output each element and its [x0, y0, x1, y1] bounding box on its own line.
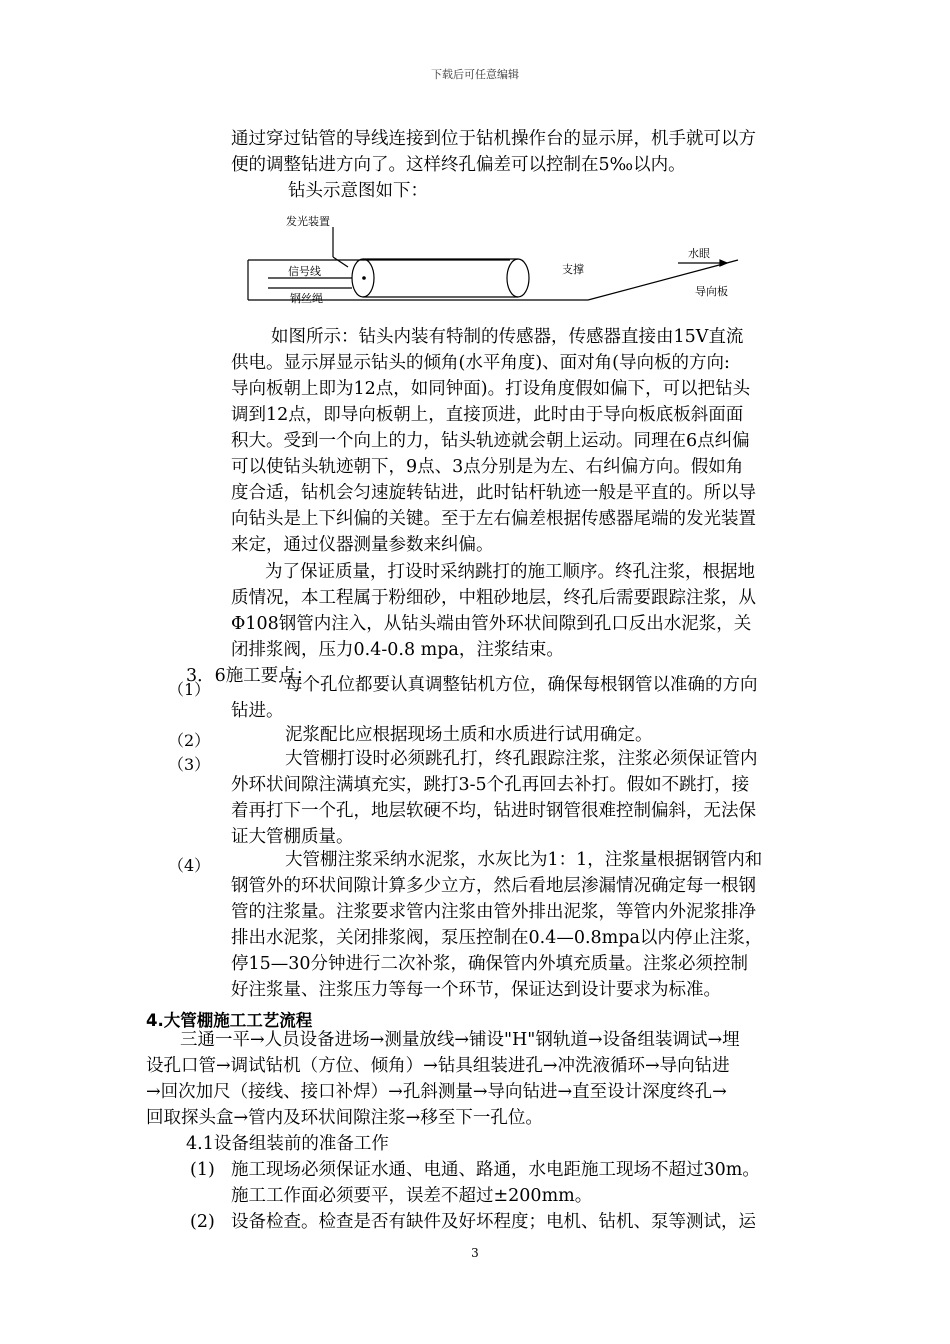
page-header-note: 下载后可任意编辑	[431, 68, 519, 81]
page-number: 3	[471, 1246, 479, 1260]
text-line: 闭排浆阀，压力0.4-0.8 mpa，注浆结束。	[231, 640, 564, 660]
text-line: 便的调整钻进方向了。这样终孔偏差可以控制在5‰以内。	[231, 155, 686, 175]
drill-bit-diagram	[240, 205, 760, 315]
text-line: 回取探头盒→管内及环状间隙注浆→移至下一孔位。	[146, 1108, 543, 1128]
diagram-caption: 钻头示意图如下：	[288, 181, 428, 201]
text-line: 好注浆量、注浆压力等每一个环节，保证达到设计要求为标准。	[231, 980, 721, 1000]
light-device-arrow	[333, 257, 348, 267]
text-line: 施工工作面必须要平，误差不超过±200mm。	[231, 1186, 593, 1206]
sensor-dot	[362, 276, 366, 280]
text-line: 向钻头是上下纠偏的关键。至于左右偏差根据传感器尾端的发光装置	[231, 509, 756, 529]
text-line: 证大管棚质量。	[231, 827, 354, 847]
label-light-device: 发光装置	[286, 215, 330, 228]
label-signal-line: 信号线	[288, 265, 321, 278]
section-title-3-6: 3．6施工要点：	[186, 666, 314, 686]
text-line: 排出水泥浆，关闭排浆阀，泵压控制在0.4—0.8mpa以内停止注浆，	[231, 928, 763, 948]
text-line: 大管棚注浆采纳水泥浆，水灰比为1：1，注浆量根据钢管内和	[285, 850, 763, 870]
text-line: 来定，通过仪器测量参数来纠偏。	[231, 535, 494, 555]
drill-bit-rear-ellipse	[507, 259, 529, 297]
label-support: 支撑	[562, 263, 584, 276]
text-line: 管的注浆量。注浆要求管内注浆由管外排出泥浆，等管内外泥浆排净	[231, 902, 756, 922]
item-number: （3）	[168, 755, 211, 774]
text-line: 如图所示：钻头内装有特制的传感器，传感器直接由15V直流	[271, 327, 744, 347]
text-line: 质情况，本工程属于粉细砂，中粗砂地层，终孔后需要跟踪注浆，从	[231, 588, 756, 608]
text-line: 三通一平→人员设备进场→测量放线→铺设"H"钢轨道→设备组装调试→埋	[180, 1030, 740, 1050]
text-line: 通过穿过钻管的导线连接到位于钻机操作台的显示屏，机手就可以方	[231, 129, 756, 149]
text-line: 调到12点，即导向板朝上，直接顶进，此时由于导向板底板斜面面	[231, 405, 744, 425]
item-number: （2）	[168, 731, 211, 750]
label-water-hole: 水眼	[688, 247, 710, 260]
text-line: 钻进。	[231, 701, 284, 721]
subsection-title-4-1: 4.1设备组装前的准备工作	[186, 1134, 389, 1154]
text-line: 导向板朝上即为12点，如同钟面)。打设角度假如偏下，可以把钻头	[231, 379, 751, 399]
text-line: 供电。显示屏显示钻头的倾角(水平角度)、面对角(导向板的方向:	[231, 353, 730, 373]
text-line: Φ108钢管内注入，从钻头端由管外环状间隙到孔口反出水泥浆，关	[231, 614, 752, 634]
text-line: 度合适，钻机会匀速旋转钻进，此时钻杆轨迹一般是平直的。所以导	[231, 483, 756, 503]
water-hole-arrowhead	[720, 260, 727, 266]
text-line: 钢管外的环状间隙计算多少立方，然后看地层渗漏情况确定每一根钢	[231, 876, 756, 896]
item-number: （1）	[168, 680, 211, 699]
text-line: 为了保证质量，打设时采纳跳打的施工顺序。终孔注浆，根据地	[265, 562, 755, 582]
text-line: 设孔口管→调试钻机（方位、倾角）→钻具组装进孔→冲洗液循环→导向钻进	[146, 1056, 730, 1076]
text-line: 泥浆配比应根据现场土质和水质进行试用确定。	[285, 725, 653, 745]
text-line: 积大。受到一个向上的力，钻头轨迹就会朝上运动。同理在6点纠偏	[231, 431, 750, 451]
text-line: →回次加尺（接线、接口补焊）→孔斜测量→导向钻进→直至设计深度终孔→	[146, 1082, 727, 1102]
text-line: 每个孔位都要认真调整钻机方位，确保每根钢管以准确的方向	[285, 675, 758, 695]
text-line: 着再打下一个孔，地层软硬不均，钻进时钢管很难控制偏斜，无法保	[231, 801, 756, 821]
text-line: 外环状间隙注满填充实，跳打3-5个孔再回去补打。假如不跳打，接	[231, 775, 750, 795]
text-line: 设备检查。检查是否有缺件及好坏程度；电机、钻机、泵等测试，运	[231, 1212, 756, 1232]
item-number: (2)	[190, 1212, 215, 1232]
text-line: 施工现场必须保证水通、电通、路通，水电距施工现场不超过30m。	[231, 1160, 760, 1180]
section-title-4: 4.大管棚施工工艺流程	[146, 1011, 313, 1030]
item-number: （4）	[168, 856, 211, 875]
item-number: (1)	[190, 1160, 215, 1180]
text-line: 停15—30分钟进行二次补浆，确保管内外填充质量。注浆必须控制	[231, 954, 749, 974]
label-steel-rope: 钢丝绳	[290, 292, 323, 305]
label-guide-board: 导向板	[695, 285, 728, 298]
text-line: 大管棚打设时必须跳孔打，终孔跟踪注浆，注浆必须保证管内	[285, 749, 758, 769]
text-line: 可以使钻头轨迹朝下，9点、3点分别是为左、右纠偏方向。假如角	[231, 457, 744, 477]
